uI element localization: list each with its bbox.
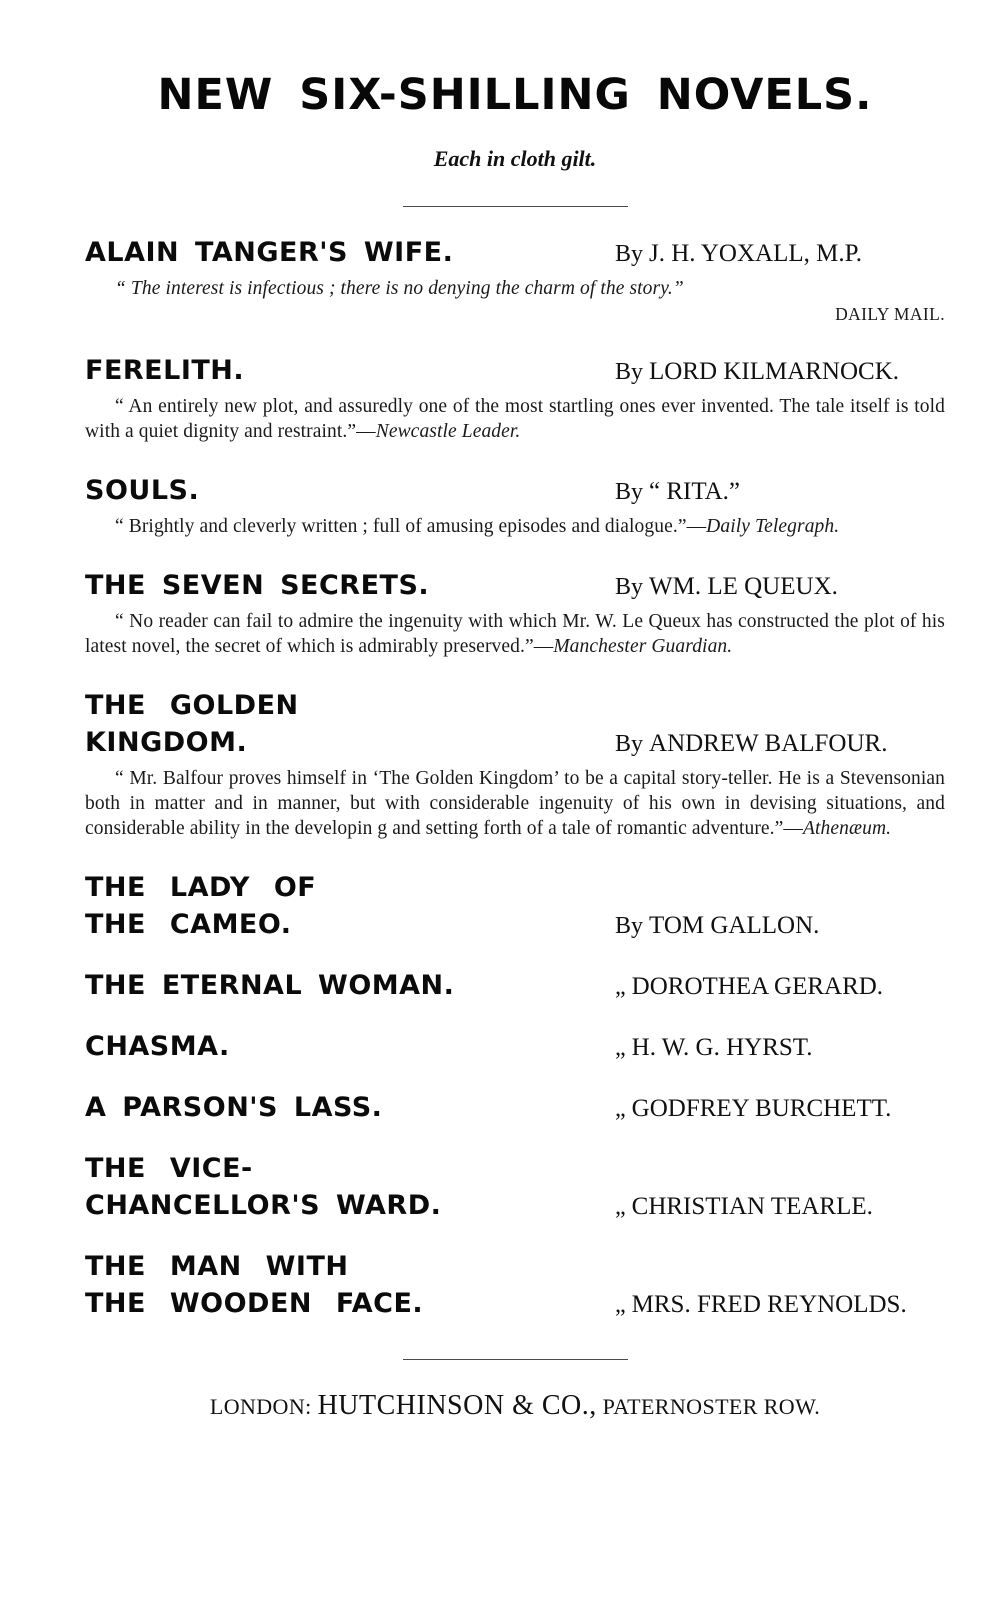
book-title-line bbox=[85, 570, 945, 601]
book-author-block bbox=[615, 478, 945, 506]
book-entry bbox=[85, 872, 945, 940]
book-author: MRS. FRED REYNOLDS. bbox=[631, 1290, 907, 1318]
book-title-continued: CHANCELLOR'S WARD. bbox=[85, 1189, 442, 1221]
book-author: J. H. YOXALL, M.P. bbox=[649, 240, 862, 267]
book-title-line bbox=[85, 1251, 945, 1282]
book-title-line bbox=[85, 970, 945, 1001]
book-entry bbox=[85, 355, 945, 445]
footer-address: PATERNOSTER ROW. bbox=[596, 1393, 821, 1419]
book-title-line bbox=[85, 690, 945, 721]
book-title: THE MAN WITH bbox=[85, 1250, 349, 1282]
page-title: NEW SIX-SHILLING NOVELS. bbox=[157, 70, 873, 120]
book-title: ALAIN TANGER'S WIFE. bbox=[85, 237, 454, 268]
by-label: By bbox=[615, 574, 650, 601]
book-review-text: “ An entirely new plot, and assuredly one of the most startling ones ever invented. The tale itself is told with a quiet dignity and restraint.”— bbox=[85, 396, 945, 443]
by-label: By bbox=[615, 731, 650, 758]
ditto-label: „ bbox=[615, 1291, 632, 1318]
book-entry bbox=[85, 570, 945, 660]
book-title-line bbox=[85, 475, 945, 506]
book-title-line-2 bbox=[85, 909, 945, 940]
book-title: THE SEVEN SECRETS. bbox=[85, 570, 430, 602]
book-entry bbox=[85, 1153, 945, 1221]
book-review-source: Manchester Guardian. bbox=[553, 636, 733, 658]
book-title: CHASMA. bbox=[85, 1030, 230, 1062]
book-review-source: Daily Telegraph. bbox=[706, 516, 840, 538]
book-entry bbox=[85, 237, 945, 325]
page-subtitle: Each in cloth gilt. bbox=[433, 146, 597, 171]
ditto-label: „ bbox=[615, 1193, 632, 1220]
book-review-text: “ Mr. Balfour proves himself in ‘The Golden Kingdom’ to be a capital story-teller. He is a Stevensonian both in matter and in manner, but with considerable ingenuity of his own in devising situations, and considerable ability in the developin g and setting forth of a tale of romantic adventure.”— bbox=[85, 768, 945, 840]
book-title: A PARSON'S LASS. bbox=[85, 1091, 383, 1123]
book-title-line bbox=[85, 1153, 945, 1184]
book-author: GODFREY BURCHETT. bbox=[631, 1094, 892, 1122]
book-author-block bbox=[615, 1095, 945, 1123]
book-author: LORD KILMARNOCK. bbox=[649, 358, 900, 386]
book-title-line bbox=[85, 1031, 945, 1062]
book-author-block bbox=[615, 240, 945, 268]
divider-top bbox=[403, 206, 628, 207]
book-author: CHRISTIAN TEARLE. bbox=[631, 1192, 873, 1220]
book-review bbox=[85, 767, 945, 842]
book-author-block bbox=[615, 730, 945, 758]
book-title-line bbox=[85, 1092, 945, 1123]
book-entry bbox=[85, 475, 945, 540]
book-title-line bbox=[85, 355, 945, 386]
book-review-text: “ The interest is infectious ; there is no denying the charm of the story.” bbox=[115, 278, 684, 299]
book-author-block bbox=[615, 1034, 945, 1062]
by-label: By bbox=[615, 479, 650, 506]
ditto-label: „ bbox=[615, 1034, 632, 1061]
by-label: By bbox=[615, 241, 650, 267]
book-author-block bbox=[615, 573, 945, 601]
book-title: SOULS. bbox=[85, 475, 200, 507]
book-author: ANDREW BALFOUR. bbox=[649, 730, 888, 758]
book-author-block bbox=[615, 358, 945, 386]
book-title: FERELITH. bbox=[85, 355, 245, 387]
footer-city: LONDON: bbox=[209, 1393, 318, 1419]
book-title: THE ETERNAL WOMAN. bbox=[85, 969, 455, 1001]
book-title: THE LADY OF bbox=[85, 871, 317, 903]
book-entry bbox=[85, 1092, 945, 1123]
book-review-text: “ No reader can fail to admire the ingenuity with which Mr. W. Le Queux has constructed the plot of his latest novel, the secret of which is admirably preserved.”— bbox=[85, 611, 945, 658]
book-title-line-2 bbox=[85, 1288, 945, 1319]
page-content bbox=[85, 70, 945, 1422]
book-entry bbox=[85, 690, 945, 842]
footer-publisher: HUTCHINSON & CO., bbox=[317, 1389, 597, 1421]
book-author: WM. LE QUEUX. bbox=[649, 573, 838, 601]
book-review-source: DAILY MAIL. bbox=[835, 303, 945, 324]
book-review bbox=[85, 277, 945, 325]
ditto-label: „ bbox=[615, 1095, 632, 1122]
book-title: THE GOLDEN bbox=[85, 690, 299, 722]
book-author-block bbox=[615, 973, 945, 1001]
book-title-continued: THE WOODEN FACE. bbox=[85, 1287, 424, 1319]
book-title: THE VICE- bbox=[85, 1152, 253, 1184]
book-review bbox=[85, 610, 945, 660]
book-review-source: Newcastle Leader. bbox=[375, 421, 521, 443]
book-title-line bbox=[85, 237, 945, 268]
by-label: By bbox=[615, 359, 650, 386]
book-author: “ RITA.” bbox=[649, 478, 741, 506]
by-label: By bbox=[615, 912, 650, 939]
publisher-footer bbox=[85, 1390, 945, 1422]
book-title-line bbox=[85, 872, 945, 903]
book-author-block bbox=[615, 1193, 945, 1221]
book-entry bbox=[85, 1251, 945, 1319]
book-entry bbox=[85, 970, 945, 1001]
book-entry bbox=[85, 1031, 945, 1062]
ditto-label: „ bbox=[615, 973, 632, 1000]
book-author: TOM GALLON. bbox=[649, 911, 820, 939]
divider-bottom bbox=[403, 1359, 628, 1360]
book-author-block bbox=[615, 1291, 945, 1319]
book-review bbox=[85, 395, 945, 445]
book-title-continued: KINGDOM. bbox=[85, 727, 248, 759]
book-title-continued: THE CAMEO. bbox=[85, 908, 292, 940]
book-title-line-2 bbox=[85, 1190, 945, 1221]
book-author-block bbox=[615, 912, 945, 940]
book-review bbox=[85, 515, 945, 540]
book-review-source: Athenæum. bbox=[803, 818, 892, 840]
book-author: DOROTHEA GERARD. bbox=[631, 972, 884, 1000]
book-review-text: “ Brightly and cleverly written ; full of amusing episodes and dialogue.”— bbox=[115, 516, 707, 538]
book-title-line-2 bbox=[85, 727, 945, 758]
book-author: H. W. G. HYRST. bbox=[631, 1033, 813, 1061]
